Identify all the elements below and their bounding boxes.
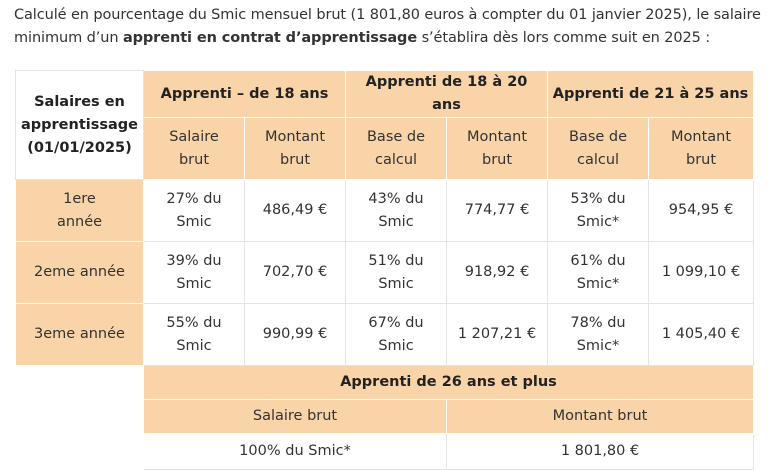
over-26-col1-header: Salaire brut bbox=[144, 400, 447, 434]
group-header-under-18: Apprenti – de 18 ans bbox=[144, 71, 346, 118]
table-cell: 1 099,10 € bbox=[649, 242, 754, 304]
table-cell: 774,77 € bbox=[447, 180, 548, 242]
table-cell: 67% du Smic bbox=[346, 304, 447, 366]
table-cell: 43% du Smic bbox=[346, 180, 447, 242]
salary-table bbox=[15, 70, 754, 470]
over-26-title-row bbox=[16, 366, 754, 400]
table-cell: 918,92 € bbox=[447, 242, 548, 304]
table-cell: 27% du Smic bbox=[144, 180, 245, 242]
subheader-cell: Montant brut bbox=[649, 118, 754, 180]
intro-paragraph bbox=[14, 4, 762, 50]
table-cell: 39% du Smic bbox=[144, 242, 245, 304]
table-cell: 1 207,21 € bbox=[447, 304, 548, 366]
subheader-cell: Salaire brut bbox=[144, 118, 245, 180]
over-26-col2-value: 1 801,80 € bbox=[447, 434, 754, 470]
table-cell: 954,95 € bbox=[649, 180, 754, 242]
subheader-cell: Montant brut bbox=[245, 118, 346, 180]
table-cell: 51% du Smic bbox=[346, 242, 447, 304]
intro-bold: apprenti en contrat d’apprentissage bbox=[122, 30, 418, 46]
subheader-cell: Montant brut bbox=[447, 118, 548, 180]
row-label: 2eme année bbox=[16, 242, 144, 304]
table-cell: 990,99 € bbox=[245, 304, 346, 366]
over-26-title: Apprenti de 26 ans et plus bbox=[144, 366, 754, 400]
intro-text-1: Calculé en pourcentage du Smic mensuel brut (1 801,80 euros à compter du 01 janvier 2025), le salaire minimum d’un bbox=[14, 7, 761, 46]
over-26-col2-header: Montant brut bbox=[447, 400, 754, 434]
intro-text-2: s’établira dès lors comme suit en 2025 : bbox=[417, 30, 711, 46]
table-cell: 55% du Smic bbox=[144, 304, 245, 366]
over-26-col1-value: 100% du Smic* bbox=[144, 434, 447, 470]
table-row bbox=[16, 180, 754, 242]
empty-cell bbox=[16, 366, 144, 470]
subheader-cell: Base de calcul bbox=[548, 118, 649, 180]
group-header-18-20: Apprenti de 18 à 20 ans bbox=[346, 71, 548, 118]
table-cell: 61% du Smic* bbox=[548, 242, 649, 304]
table-row bbox=[16, 304, 754, 366]
table-row bbox=[16, 242, 754, 304]
row-label: 3eme année bbox=[16, 304, 144, 366]
group-header-21-25: Apprenti de 21 à 25 ans bbox=[548, 71, 754, 118]
table-cell: 1 405,40 € bbox=[649, 304, 754, 366]
table-cell: 486,49 € bbox=[245, 180, 346, 242]
corner-header: Salaires en apprentissage (01/01/2025) bbox=[16, 71, 144, 180]
table-cell: 702,70 € bbox=[245, 242, 346, 304]
table-header-row bbox=[16, 71, 754, 118]
subheader-cell: Base de calcul bbox=[346, 118, 447, 180]
row-label: 1ere année bbox=[16, 180, 144, 242]
table-cell: 53% du Smic* bbox=[548, 180, 649, 242]
table-cell: 78% du Smic* bbox=[548, 304, 649, 366]
